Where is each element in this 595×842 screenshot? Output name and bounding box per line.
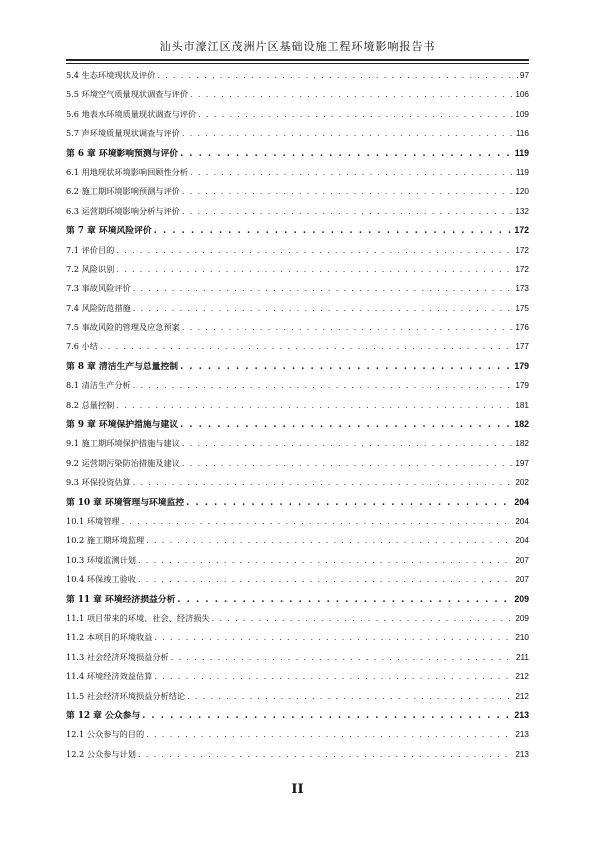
- toc-section-entry[interactable]: [66, 628, 529, 647]
- toc-section-entry[interactable]: [66, 85, 529, 104]
- toc-section-entry[interactable]: [66, 182, 529, 201]
- toc-entry-title: 12.2 公众参与计划: [66, 748, 136, 759]
- toc-leader-dots: [177, 591, 512, 610]
- toc-entry-title: 第 7 章 环境风险评价: [66, 226, 152, 237]
- toc-entry-title: 10.3 环境监测计划: [66, 554, 136, 565]
- toc-leader-dots: [138, 551, 513, 570]
- toc-leader-dots: [187, 687, 513, 706]
- toc-leader-dots: [116, 260, 513, 279]
- toc-leader-dots: [182, 124, 514, 143]
- toc-section-entry[interactable]: [66, 66, 529, 85]
- toc-leader-dots: [133, 279, 514, 298]
- toc-section-entry[interactable]: [66, 124, 529, 143]
- toc-entry-title: 7.6 小结: [66, 341, 98, 352]
- toc-entry-title: 9.2 运营期污染防治措施及建议: [66, 457, 180, 468]
- toc-entry-page: 181: [515, 400, 529, 410]
- toc-entry-title: 5.4 生态环境现状及评价: [66, 70, 156, 80]
- toc-entry-page: 120: [515, 187, 529, 197]
- toc-entry-page: 172: [515, 264, 529, 274]
- toc-entry-page: 132: [515, 206, 529, 216]
- toc-leader-dots: [190, 85, 513, 104]
- toc-leader-dots: [154, 222, 513, 241]
- toc-entry-page: 204: [515, 516, 529, 526]
- toc-section-entry[interactable]: [66, 337, 529, 356]
- toc-leader-dots: [154, 628, 513, 647]
- toc-section-entry[interactable]: [66, 725, 529, 744]
- toc-entry-page: 176: [515, 323, 529, 333]
- toc-leader-dots: [180, 358, 512, 377]
- toc-leader-dots: [154, 667, 513, 686]
- toc-leader-dots: [146, 531, 513, 550]
- toc-section-entry[interactable]: [66, 687, 529, 706]
- toc-section-entry[interactable]: [66, 531, 529, 550]
- toc-leader-dots: [100, 337, 513, 356]
- toc-section-entry[interactable]: [66, 279, 529, 298]
- toc-leader-dots: [180, 145, 513, 164]
- toc-entry-title: 6.3 运营期环境影响分析与评价: [66, 205, 180, 216]
- toc-entry-title: 10.2 施工期环境监理: [66, 535, 145, 546]
- toc-entry-page: 109: [515, 109, 529, 119]
- toc-leader-dots: [116, 241, 513, 260]
- toc-entry-title: 7.3 事故风险评价: [66, 283, 131, 294]
- toc-entry-page: 175: [515, 303, 529, 313]
- toc-entry-title: 7.1 评价目的: [66, 244, 115, 255]
- toc-entry-page: 173: [515, 284, 529, 294]
- toc-entry-page: 212: [515, 672, 529, 682]
- toc-section-entry[interactable]: [66, 745, 529, 764]
- toc-entry-title: 9.3 环保投资估算: [66, 477, 131, 488]
- toc-section-entry[interactable]: [66, 396, 529, 415]
- toc-entry-page: 97: [519, 71, 529, 80]
- toc-leader-dots: [186, 494, 512, 513]
- toc-entry-title: 11.3 社会经济环境损益分析: [66, 651, 169, 662]
- toc-section-entry[interactable]: [66, 299, 529, 318]
- header-rule: [66, 59, 529, 61]
- toc-chapter-entry[interactable]: [66, 144, 529, 163]
- toc-entry-page: 116: [515, 129, 529, 139]
- toc-leader-dots: [182, 318, 513, 337]
- toc-entry-page: 212: [515, 691, 529, 701]
- toc-entry-title: 第 8 章 清洁生产与总量控制: [66, 361, 179, 372]
- toc-section-entry[interactable]: [66, 105, 529, 124]
- toc-section-entry[interactable]: [66, 318, 529, 337]
- toc-entry-title: 11.5 社会经济环境损益分析结论: [66, 690, 186, 701]
- toc-entry-title: 5.6 地表水环境质量现状调查与评价: [66, 108, 197, 119]
- toc-chapter-entry[interactable]: [66, 221, 529, 240]
- toc-leader-dots: [190, 163, 514, 182]
- toc-section-entry[interactable]: [66, 163, 529, 182]
- table-of-contents: [66, 66, 529, 764]
- page-number: II: [291, 782, 304, 797]
- toc-section-entry[interactable]: [66, 609, 529, 628]
- toc-entry-page: 106: [515, 90, 529, 100]
- toc-entry-title: 第 12 章 公众参与: [66, 710, 141, 721]
- toc-chapter-entry[interactable]: [66, 590, 529, 609]
- toc-entry-page: 207: [515, 555, 529, 565]
- toc-section-entry[interactable]: [66, 376, 529, 395]
- toc-entry-title: 7.5 事故风险的管理及应急预案: [66, 322, 180, 333]
- toc-entry-title: 第 9 章 环境保护措施与建议: [66, 420, 179, 431]
- toc-entry-page: 119: [514, 147, 529, 158]
- toc-entry-title: 7.4 风险防范措施: [66, 302, 131, 313]
- toc-entry-title: 8.2 总量控制: [66, 399, 115, 410]
- toc-entry-title: 11.4 环境经济效益估算: [66, 671, 153, 682]
- toc-leader-dots: [116, 396, 513, 415]
- toc-leader-dots: [138, 570, 513, 589]
- toc-entry-page: 172: [514, 225, 529, 236]
- toc-leader-dots: [182, 434, 513, 453]
- toc-leader-dots: [212, 609, 514, 628]
- toc-entry-title: 11.1 项目带来的环境、社会、经济损失: [66, 612, 210, 623]
- toc-entry-title: 10.4 环保竣工验收: [66, 574, 136, 585]
- toc-entry-page: 182: [515, 439, 529, 449]
- toc-section-entry[interactable]: [66, 512, 529, 531]
- toc-entry-page: 119: [515, 167, 529, 177]
- toc-entry-page: 172: [515, 245, 529, 255]
- toc-chapter-entry[interactable]: [66, 415, 529, 434]
- toc-entry-page: 179: [514, 360, 529, 371]
- toc-entry-page: 209: [515, 613, 529, 623]
- toc-entry-page: 213: [515, 730, 529, 740]
- toc-entry-page: 182: [514, 419, 529, 430]
- toc-entry-title: 第 11 章 环境经济损益分析: [66, 594, 176, 605]
- toc-leader-dots: [182, 454, 513, 473]
- toc-section-entry[interactable]: [66, 648, 529, 667]
- toc-leader-dots: [171, 648, 514, 667]
- toc-entry-title: 10.1 环境管理: [66, 515, 120, 526]
- running-header: 汕头市濠江区茂洲片区基础设施工程环境影响报告书: [159, 40, 436, 53]
- toc-entry-title: 9.1 施工期环境保护措施与建议: [66, 438, 180, 449]
- toc-entry-page: 179: [515, 381, 529, 391]
- toc-chapter-entry[interactable]: [66, 357, 529, 376]
- toc-leader-dots: [133, 376, 514, 395]
- toc-leader-dots: [157, 66, 518, 85]
- toc-entry-title: 6.1 用地现状环境影响回顾性分析: [66, 166, 189, 177]
- toc-entry-title: 7.2 风险识别: [66, 263, 115, 274]
- toc-entry-title: 12.1 公众参与的目的: [66, 729, 145, 740]
- toc-section-entry[interactable]: [66, 454, 529, 473]
- toc-chapter-entry[interactable]: [66, 706, 529, 725]
- toc-section-entry[interactable]: [66, 551, 529, 570]
- toc-leader-dots: [122, 512, 514, 531]
- toc-chapter-entry[interactable]: [66, 493, 529, 512]
- toc-entry-title: 第 10 章 环境管理与环境监控: [66, 497, 185, 508]
- header-rule-thin: [66, 63, 529, 64]
- toc-section-entry[interactable]: [66, 434, 529, 453]
- toc-entry-title: 6.2 施工期环境影响预测与评价: [66, 186, 180, 197]
- toc-leader-dots: [146, 725, 513, 744]
- toc-entry-page: 213: [514, 709, 529, 720]
- toc-entry-title: 8.1 清洁生产分析: [66, 380, 131, 391]
- toc-entry-page: 204: [514, 496, 529, 507]
- toc-entry-page: 204: [515, 536, 529, 546]
- toc-entry-page: 197: [515, 458, 529, 468]
- toc-section-entry[interactable]: [66, 202, 529, 221]
- toc-entry-page: 210: [515, 633, 529, 643]
- toc-leader-dots: [182, 182, 513, 201]
- toc-leader-dots: [182, 202, 513, 221]
- toc-section-entry[interactable]: [66, 473, 529, 492]
- toc-entry-page: 209: [514, 593, 529, 604]
- toc-leader-dots: [198, 105, 513, 124]
- toc-entry-page: 177: [515, 342, 529, 352]
- toc-section-entry[interactable]: [66, 570, 529, 589]
- toc-section-entry[interactable]: [66, 667, 529, 686]
- toc-leader-dots: [138, 745, 513, 764]
- toc-leader-dots: [142, 707, 512, 726]
- toc-leader-dots: [133, 473, 514, 492]
- toc-entry-title: 11.2 本项目的环境收益: [66, 632, 153, 643]
- toc-entry-page: 202: [515, 478, 529, 488]
- toc-entry-page: 211: [515, 652, 529, 662]
- toc-entry-page: 207: [515, 575, 529, 585]
- toc-leader-dots: [180, 416, 512, 435]
- toc-leader-dots: [133, 299, 514, 318]
- toc-entry-title: 第 6 章 环境影响预测与评价: [66, 148, 179, 159]
- toc-entry-page: 213: [515, 749, 529, 759]
- toc-entry-title: 5.5 环境空气质量现状调查与评价: [66, 89, 189, 100]
- toc-entry-title: 5.7 声环境质量现状调查与评价: [66, 128, 180, 139]
- toc-section-entry[interactable]: [66, 260, 529, 279]
- toc-section-entry[interactable]: [66, 241, 529, 260]
